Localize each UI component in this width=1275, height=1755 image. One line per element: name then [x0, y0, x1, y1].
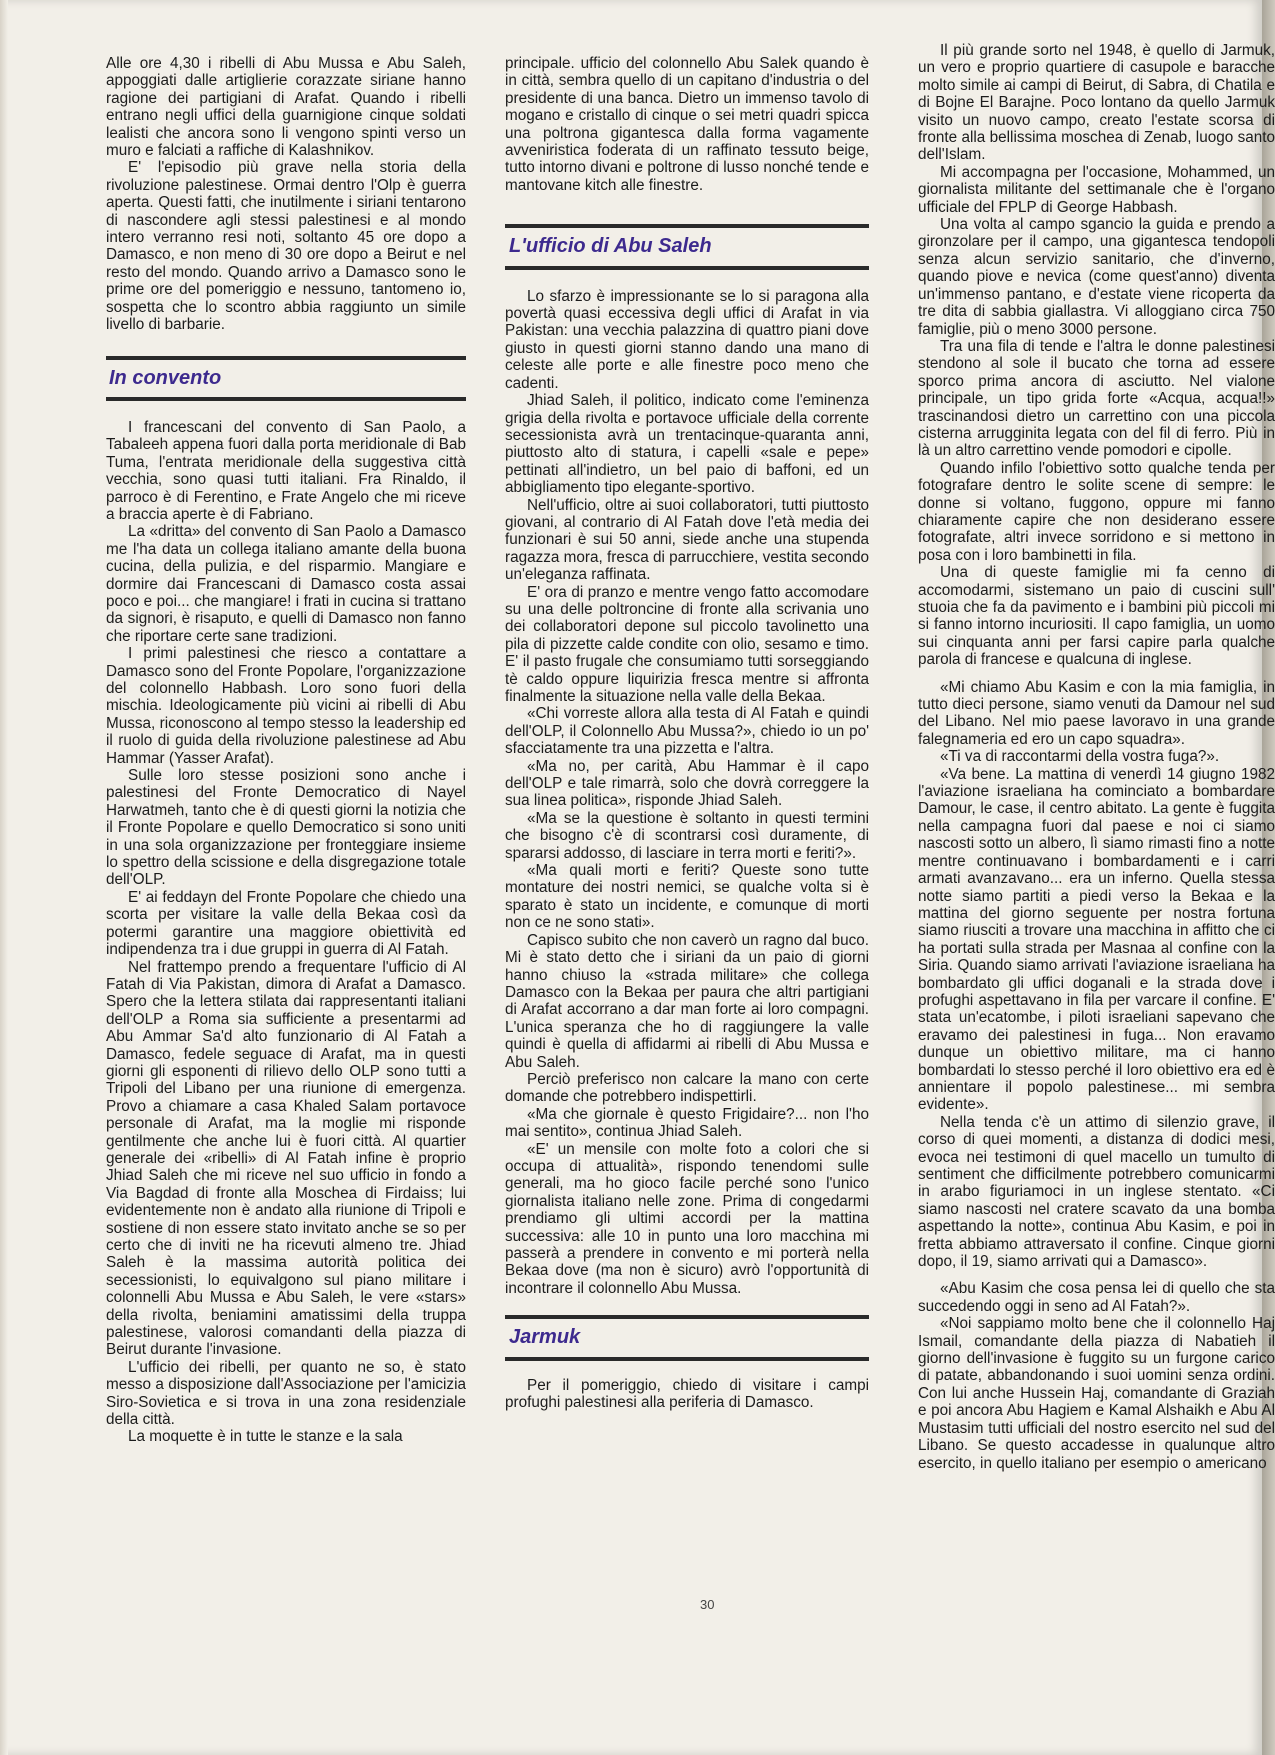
col1-paragraph: La «dritta» del convento di San Paolo a Damasco me l'ha data un collega italiano amante della buona cucina, della pulizia, e del risparmio. Mangiare e dormire dai Francescani di Damasco costa assai poco e poi... che mangiare! i frati in cucina si trattano da signori, è risaputo, e quelli di Damasco non fanno che riportare certe sane tradizioni. [106, 523, 466, 645]
col2-paragraph: principale. ufficio del colonnello Abu Salek quando è in città, sembra quello di un capitano d'industria o del presidente di una banca. Dietro un immenso tavolo di mogano e cristallo di cinque o sei metri quadri spicca una poltrona gigantesca dalla forma vagamente avveniristica foderata di un raffinato tessuto beige, tutto intorno divani e poltrone di lusso nonché tende e mantovane kitch alle finestre. [505, 55, 869, 194]
col2-paragraph: Lo sfarzo è impressionante se lo si paragona alla povertà quasi eccessiva degli uffici di Arafat in via Pakistan: una vecchia palazzina di quattro piani dove giusto in questi giorni stanno dando una mano di celeste alle porte e alle finestre poco meno che cadenti. [505, 287, 869, 392]
heading-block [106, 356, 466, 401]
section-heading-ufficio-abu-saleh: L'ufficio di Abu Saleh [509, 235, 712, 258]
col2-paragraph: Perciò preferisco non calcare la mano con certe domande che potrebbero indispettirli. [505, 1070, 869, 1106]
col3-paragraph: «Abu Kasim che cosa pensa lei di quello che sta succedendo oggi in seno ad Al Fatah?». [918, 1280, 1275, 1315]
col3-paragraph: «Va bene. La mattina di venerdì 14 giugno 1982 l'aviazione israeliana ha cominciato a bombardare Damour, le case, il centro abitato. La gente è fuggita nella campagna fuori dal paese e noi ci siamo nascosti sotto un albero, lì siamo rimasti fino a notte mentre continuavano i bombardamenti e i carri armati avanzavano... era un inferno. Quella stessa notte siamo partiti a piedi verso la Bekaa e la mattina del giorno seguente per nostra fortuna siamo riusciti a trovare una macchina in affitto che ci ha portati sulla strada per Masnaa al confine con la Siria. Quando siamo arrivati l'aviazione israeliana ha bombardato gli uffici doganali e la strada dove i profughi aspettavano in fila per varcare il confine. E' stata un'ecatombe, i piloti israeliani sapevano che eravamo dei palestinesi in fuga... Non eravamo dunque un obiettivo militare, ma ci hanno bombardati lo stesso perché il loro obiettivo era ed è annientare il popolo palestinese... mi sembra evidente». [918, 765, 1275, 1114]
col2-paragraph: Per il pomeriggio, chiedo di visitare i campi profughi palestinesi alla periferia di Damasco. [505, 1376, 869, 1412]
col2-paragraph: «Ma no, per carità, Abu Hammar è il capo dell'OLP e tale rimarrà, solo che dovrà correggere la sua linea politica», risponde Jhiad Saleh. [505, 757, 869, 810]
col1-paragraph: Sulle loro stesse posizioni sono anche i palestinesi del Fronte Democratico di Nayel Harwatmeh, tanto che è di questi giorni la notizia che il Fronte Popolare e quello Democratico si sono uniti in una sola organizzazione per fronteggiare insieme lo spettro della scissione e della disgregazione totale dell'OLP. [106, 767, 466, 889]
col2-paragraph: «Ma che giornale è questo Frigidaire?... non l'ho mai sentito», continua Jhiad Saleh. [505, 1105, 869, 1141]
col3-paragraph: Una volta al campo sgancio la guida e prendo a gironzolare per il campo, una gigantesca tendopoli senza alcun servizio sanitario, che d'inverno, quando piove e nevica (come quest'anno) diventa un'immenso pantano, e d'estate viene ricoperta da tre dita di sabbia giallastra. Vi alloggiano circa 750 famiglie, più o meno 3000 persone. [918, 216, 1275, 338]
col1-paragraph: I primi palestinesi che riesco a contattare a Damasco sono del Fronte Popolare, l'organizzazione del colonnello Habbash. Loro sono fuori della mischia. Ideologicamente più vicini ai ribelli di Abu Mussa, riconoscono al tempo stesso la leadership ed il ruolo di guida della rivoluzione palestinese ad Abu Hammar (Yasser Arafat). [106, 645, 466, 767]
col1-paragraph: E' ai feddayn del Fronte Popolare che chiedo una scorta per visitare la valle della Bekaa così da potermi garantire una maggiore obiettività ed indipendenza tra i due gruppi in guerra di Al Fatah. [106, 888, 466, 959]
col1-paragraph: L'ufficio dei ribelli, per quanto ne so, è stato messo a disposizione dall'Associazione per l'amicizia Siro-Sovietica e si trova in una zona residenziale della città. [106, 1358, 466, 1429]
page-number: 30 [700, 1597, 715, 1612]
col1-paragraph: La moquette è in tutte le stanze e la sala [128, 1428, 403, 1446]
col3-paragraph: Una di queste famiglie mi fa cenno di accomodarmi, sistemano un paio di cuscini sull' stuoia che fa da pavimento e i bambini più piccoli mi si fanno intorno incuriositi. Il capo famiglia, un uomo sui cinquanta anni per farsi capire parla qualche parola di francese e qualcuna di inglese. [918, 564, 1275, 669]
column-1 [106, 55, 466, 1595]
page-left-edge [0, 0, 8, 1755]
col2-paragraph: Nell'ufficio, oltre ai suoi collaboratori, tutti piuttosto giovani, al contrario di Al Fatah dove l'età media dei funzionari è sui 50 anni, siede anche una stupenda ragazza mora, fresca di parrucchiere, vestita secondo un'eleganza raffinata. [505, 496, 869, 584]
col3-paragraph: «Noi sappiamo molto bene che il colonnello Haj Ismail, comandante della piazza di Nabatieh il giorno dell'invasione è fuggito su un furgone carico di patate, abbandonando i suoi uomini senza ordini. Con lui anche Hussein Haj, comandante di Graziah e poi ancora Abu Hagiem e Kamal Alshaikh e Abu Al Mustasim tutti ufficiali del nostro esercito nel sud del Libano. Se questo accadesse in qualunque altro esercito, in quello italiano per esempio o americano [918, 1315, 1275, 1472]
col3-paragraph: Quando infilo l'obiettivo sotto qualche tenda per fotografare dentro le solite scene di sempre: le donne si voltano, fuggono, oppure mi fanno chiaramente capire che non desiderano essere fotografate, altri invece sorridono e si mettono in posa con i loro bambinetti in fila. [918, 459, 1275, 564]
col1-paragraph: Alle ore 4,30 i ribelli di Abu Mussa e Abu Saleh, appoggiati dalle artiglierie corazzate siriane hanno ragione dei partigiani di Arafat. Quando i ribelli entrano negli uffici della guarnigione cinque soldati lealisti che ancora sono li vengono spinti verso un muro e falciati a raffiche di Kalashnikov. [106, 55, 466, 160]
col1-paragraph: I francescani del convento di San Paolo, a Tabaleeh appena fuori dalla porta meridionale di Bab Tuma, l'entrata meridionale della suggestiva città vecchia, sono quasi tutti italiani. Fra Rinaldo, il parroco è di Ferentino, e Frate Angelo che mi riceve a braccia aperte è di Fabriano. [106, 418, 466, 523]
col2-paragraph: «Chi vorreste allora alla testa di Al Fatah e quindi dell'OLP, il Colonnello Abu Mussa?», chiedo io un po' sfacciatamente tra una pizzetta e l'altra. [505, 705, 869, 758]
section-heading-in-convento: In convento [109, 366, 222, 389]
heading-block [505, 1315, 869, 1360]
column-3 [918, 42, 1275, 1602]
col2-paragraph: E' ora di pranzo e mentre vengo fatto accomodare su una delle poltroncine di fronte alla scrivania uno dei collaboratori depone sul piccolo tavolinetto una pila di pizzette calde condite con olio, sesamo e timo. E' il pasto frugale che consumiamo tutti sorseggiando tè caldo oppure liquirizia fresca mentre si affronta finalmente la situazione nella valle della Bekaa. [505, 583, 869, 705]
col2-paragraph: «Ma quali morti e feriti? Queste sono tutte montature dei nostri nemici, se qualche volta si è sparato è stato un incidente, e comunque di morti non ce ne sono stati». [505, 862, 869, 932]
heading-block [505, 224, 869, 269]
col2-paragraph: Jhiad Saleh, il politico, indicato come l'eminenza grigia della rivolta e portavoce ufficiale della corrente secessionista avrà un trentacinque-quaranta anni, piuttosto alto di statura, i capelli «sale e pepe» pettinati all'indietro, un bel paio di baffoni, ed un abbigliamento tipo elegante-sportivo. [505, 392, 869, 497]
section-heading-jarmuk: Jarmuk [509, 1326, 581, 1349]
col1-paragraph: E' l'episodio più grave nella storia della rivoluzione palestinese. Ormai dentro l'Olp è guerra aperta. Questi fatti, che inutilmente i siriani tentarono di nascondere agli stessi palestinesi e al mondo intero verranno resi noti, soltanto 45 ore dopo a Damasco, e non meno di 30 ore dopo a Beirut e nel resto del mondo. Quando arrivo a Damasco sono le prime ore del pomeriggio e nessuno, tantomeno io, sospetta che lo scontro abbia raggiunto un simile livello di barbarie. [106, 159, 466, 334]
col2-paragraph: «E' un mensile con molte foto a colori che si occupa di attualità», rispondo tenendomi sulle generali, ma ho gioco facile perché sono l'unico giornalista italiano nelle zone. Prima di congedarmi prendiamo gli ultimi accordi per la mattina successiva: alle 10 in punto una loro macchina mi passerà a prendere in convento e mi porterà nella Bekaa dove (ma non è sicuro) avrò l'opportunità di incontrare il colonnello Abu Mussa. [505, 1140, 869, 1297]
col3-paragraph: «Mi chiamo Abu Kasim e con la mia famiglia, in tutto dieci persone, siamo venuti da Damour nel sud del Libano. Nel mio paese lavoravo in una grande falegnameria ed ero un capo squadra». [918, 678, 1275, 748]
col3-paragraph: «Ti va di raccontarmi della vostra fuga?». [940, 748, 1220, 766]
col3-paragraph: Mi accompagna per l'occasione, Mohammed, un giornalista militante del settimanale che è l'organo ufficiale del FPLP di George Habbash. [918, 163, 1275, 216]
col3-paragraph: Il più grande sorto nel 1948, è quello di Jarmuk, un vero e proprio quartiere di casupole e baracche molto simile ai campi di Beirut, di Sabra, di Chatila e di Bojne El Barajne. Poco lontano da quello Jarmuk visito un nuovo campo, creato l'estate scorsa di fronte alla bellissima moschea di Zenab, luogo santo dell'Islam. [918, 42, 1275, 164]
col2-paragraph: Capisco subito che non caverò un ragno dal buco. Mi è stato detto che i siriani da un paio di giorni hanno chiuso la «strada militare» che collega Damasco con la Bekaa per paura che altri partigiani di Arafat accorrano a dar man forte ai loro compagni. L'unica speranza che ho di raggiungere la valle quindi è quella di affidarmi ai ribelli di Abu Mussa e Abu Saleh. [505, 931, 869, 1071]
col3-paragraph: Nella tenda c'è un attimo di silenzio grave, il corso di quei momenti, a distanza di dodici mesi, evoca nei testimoni di quel macello un tumulto di sentiment che difficilmente potrebbero comunicarmi in arabo figuriamoci in un inglese stentato. «Ci siamo nascosti nel cratere scavato da una bomba aspettando la notte», continua Abu Kasim, e poi in fretta abbiamo attraversato il confine. Cinque giorni dopo, il 19, siamo arrivati qui a Damasco». [918, 1113, 1275, 1271]
col2-paragraph: «Ma se la questione è soltanto in questi termini che bisogno c'è di scontrarsi così duramente, di spararsi addosso, di lasciare in terra morti e feriti?». [505, 809, 869, 862]
col1-paragraph: Nel frattempo prendo a frequentare l'ufficio di Al Fatah di Via Pakistan, dimora di Arafat a Damasco. Spero che la lettera stilata dai rappresentanti italiani dell'OLP a Roma sia sufficiente a presentarmi ad Abu Ammar Sa'd alto funzionario di Al Fatah a Damasco, fedele seguace di Arafat, ma in questi giorni gli esponenti di rilievo dello OLP sono tutti a Tripoli del Libano per una riunione di emergenza. Provo a chiamare a casa Khaled Salam portavoce personale di Arafat, ma la moglie mi risponde gentilmente che anche lui è fuori città. Al quartier generale dei «ribelli» di Al Fatah infine è proprio Jhiad Saleh che mi riceve nel suo ufficio in fondo a Via Bagdad di fronte alla Moschea di Firdaiss; lui evidentemente non è andato alla riunione di Tripoli e sostiene di non essere stato invitato anche se so per certo che di inviti ne ha ricevuti almeno tre. Jhiad Saleh è la massima autorità politica dei secessionisti, lo equivalgono sul piano militare i colonnelli Abu Mussa e Abu Saleh, le vere «stars» della rivolta, beniamini amatissimi della truppa palestinese, valorosi comandanti della piazza di Beirut durante l'invasione. [106, 958, 466, 1359]
col3-paragraph: Tra una fila di tende e l'altra le donne palestinesi stendono al sole il bucato che torna ad essere sporco prima ancora di asciutto. Nel vialone principale, un tipo grida forte «Acqua, acqua!!» trascinandosi dietro un carrettino con una piccola cisterna arrugginita legata con del fil di ferro. Più in là un altro carrettino vende pomodori e cipolle. [918, 337, 1275, 460]
column-2 [505, 55, 869, 1595]
